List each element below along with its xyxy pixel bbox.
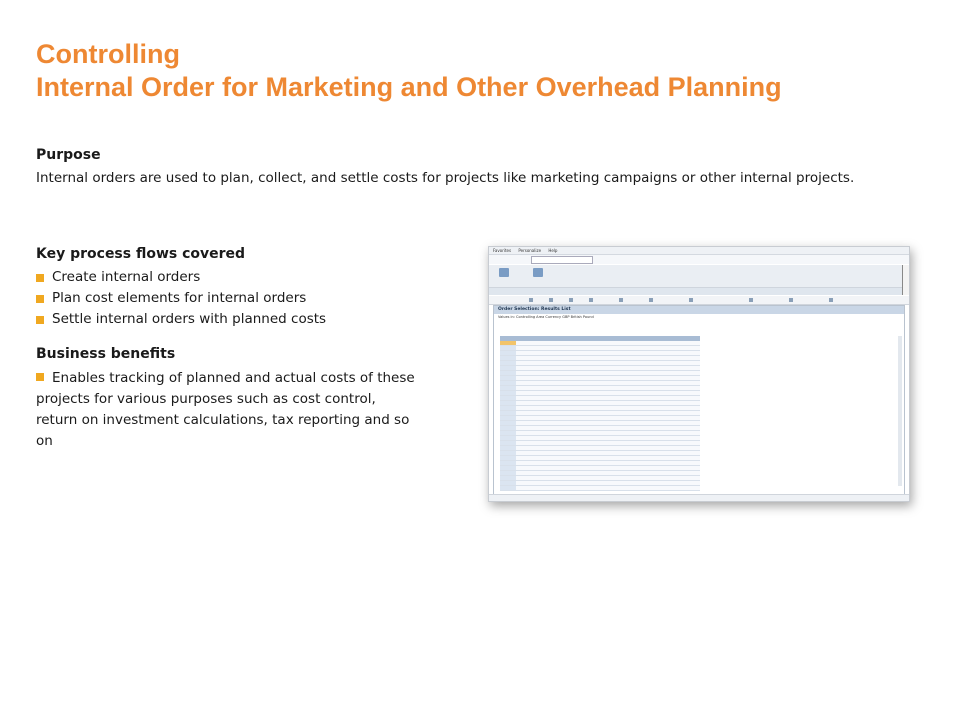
grid-key-cell (500, 401, 516, 405)
benefits-heading: Business benefits (36, 346, 176, 362)
title-line-2: Internal Order for Marketing and Other Overhead Planning (36, 72, 782, 102)
grid-key-cell (500, 451, 516, 455)
grid-key-cell (500, 436, 516, 440)
list-item-label: Plan cost elements for internal orders (52, 290, 307, 306)
screenshot-tabs (489, 288, 909, 295)
benefits-text-block (36, 368, 416, 452)
sap-screenshot-thumbnail (488, 246, 910, 502)
ledger-icon (499, 268, 509, 277)
side-panel-toggle (902, 265, 909, 295)
toolbar-icon (649, 298, 653, 302)
screenshot-launchpad (489, 265, 909, 288)
toolbar-icon (529, 298, 533, 302)
screenshot-results-panel (493, 305, 905, 495)
menu-item: Help (548, 248, 558, 253)
list-item (36, 309, 326, 330)
grid-key-cell (500, 366, 516, 370)
bullet-square-icon (36, 316, 44, 324)
grid-key-cell (500, 481, 516, 485)
toolbar-icon (619, 298, 623, 302)
receivable-icon (533, 268, 543, 277)
toolbar-icon (589, 298, 593, 302)
grid-key-cell (500, 396, 516, 400)
grid-key-cell (500, 376, 516, 380)
grid-key-cell (500, 371, 516, 375)
grid-key-cell (500, 486, 516, 490)
flows-heading: Key process flows covered (36, 246, 246, 262)
grid-key-cell (500, 386, 516, 390)
toolbar-icon (749, 298, 753, 302)
flows-list (36, 267, 326, 330)
grid-key-cell (500, 406, 516, 410)
purpose-text: Internal orders are used to plan, collect, and settle costs for projects like marketing campaigns or other internal projects. (36, 170, 855, 186)
toolbar-icon (569, 298, 573, 302)
grid-key-cell (500, 456, 516, 460)
bullet-square-icon (36, 274, 44, 282)
results-grid (500, 336, 700, 491)
list-item (36, 267, 326, 288)
menu-item: Personalize (518, 248, 542, 253)
grid-key-cell (500, 356, 516, 360)
toolbar-icon (549, 298, 553, 302)
menu-item: Favorites (493, 248, 512, 253)
grid-key-cell (500, 421, 516, 425)
purpose-heading: Purpose (36, 147, 101, 163)
grid-key-cell (500, 446, 516, 450)
screenshot-statusbar (489, 494, 909, 501)
navigation-field (531, 256, 593, 264)
screenshot-menubar (489, 247, 909, 255)
grid-key-cell (500, 411, 516, 415)
results-info: Values in: Controlling Area Currency GBP British Pound (498, 315, 594, 319)
grid-key-cell (500, 361, 516, 365)
bullet-square-icon (36, 373, 44, 381)
list-item-label: Settle internal orders with planned costs (52, 311, 327, 327)
grid-key-cell (500, 426, 516, 430)
toolbar-icon (829, 298, 833, 302)
list-item-label: Create internal orders (52, 269, 201, 285)
grid-row (500, 486, 700, 491)
grid-key-cell (500, 341, 516, 345)
grid-key-cell (500, 431, 516, 435)
list-item (36, 288, 326, 309)
grid-key-cell (500, 391, 516, 395)
grid-key-cell (500, 351, 516, 355)
grid-key-cell (500, 476, 516, 480)
slide-title (36, 38, 782, 104)
grid-scrollbar (898, 336, 902, 486)
grid-key-cell (500, 461, 516, 465)
grid-key-cell (500, 381, 516, 385)
toolbar-icon (789, 298, 793, 302)
grid-key-cell (500, 471, 516, 475)
toolbar-icon (689, 298, 693, 302)
grid-key-cell (500, 346, 516, 350)
screenshot-toolbar (489, 296, 909, 305)
grid-key-cell (500, 466, 516, 470)
grid-key-cell (500, 416, 516, 420)
title-line-1: Controlling (36, 39, 180, 69)
grid-key-cell (500, 441, 516, 445)
bullet-square-icon (36, 295, 44, 303)
screenshot-address-bar (489, 255, 909, 264)
benefits-text: Enables tracking of planned and actual costs of these projects for various purposes such as cost control, return on investment calculations, tax reporting and so on (36, 370, 415, 449)
results-title: Order Selection: Results List (494, 306, 904, 314)
